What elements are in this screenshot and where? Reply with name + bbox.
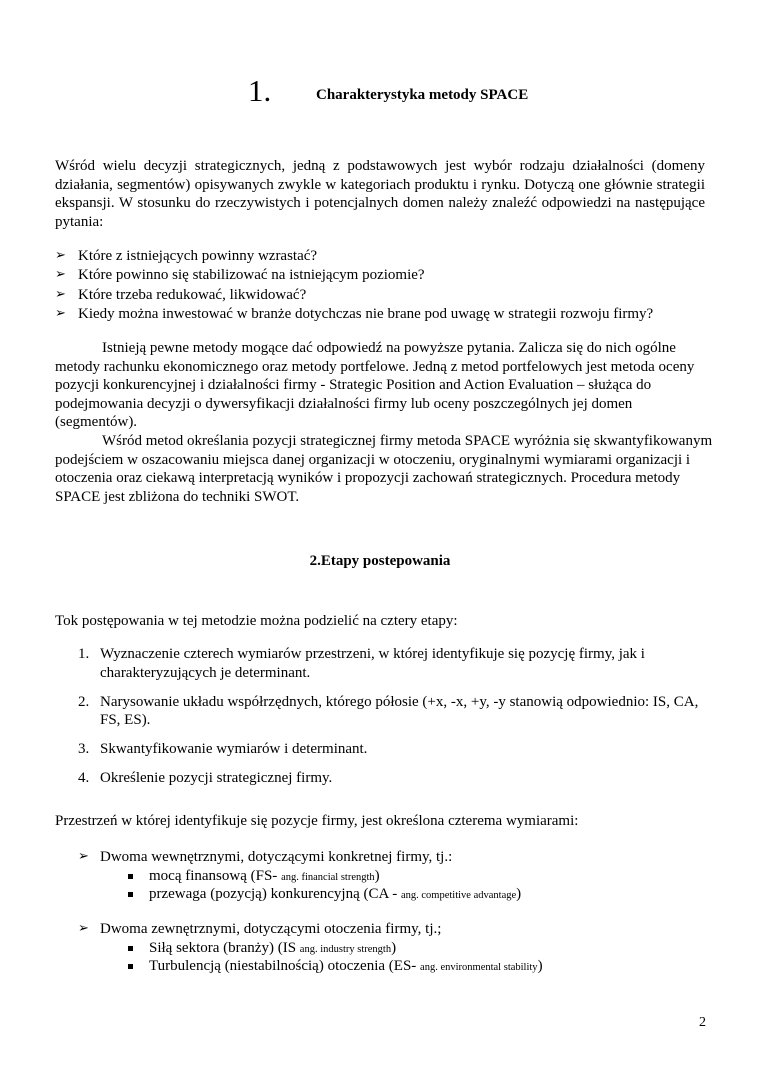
methods-paragraphs (55, 339, 715, 506)
square-bullet-icon (128, 964, 133, 969)
arrow-bullet-icon: ➢ (55, 267, 66, 283)
arrow-bullet-icon: ➢ (55, 286, 66, 302)
dimensions-intro: Przestrzeń w której identyfikuje się pozycje firmy, jest określona czterema wymiarami: (55, 813, 579, 829)
paragraph-space: Wśród metod określania pozycji strategicznej firmy metoda SPACE wyróżnia się skwantyfikowanym podejściem w oszacowaniu miejsca danej organizacji w otoczeniu, oryginalnymi wymiarami organizacji i otoczenia oraz ciekawą interpretacją wyników i propozycji zachowań strategicznych. Procedura metody SPACE jest zbliżona do techniki SWOT. (55, 432, 713, 505)
list-item: mocą finansową (FS- ang. financial strength) (78, 867, 678, 885)
list-item: 1. Wyznaczenie czterech wymiarów przestrzeni, w której identyfikuje się pozycję firmy, jak i charakteryzujących je determinant. (78, 646, 645, 681)
square-bullet-icon (128, 874, 133, 879)
list-item: ➢ Które powinno się stabilizować na istniejącym poziomie? (55, 267, 425, 284)
arrow-bullet-icon: ➢ (55, 248, 66, 263)
list-item: 4. Określenie pozycji strategicznej firmy. (78, 770, 333, 787)
list-item: przewaga (pozycją) konkurencyjną (CA - ang. competitive advantage) (78, 885, 678, 903)
list-item: ➢ Które z istniejących powinny wzrastać? (55, 248, 318, 264)
stages-intro: Tok postępowania w tej metodzie można podzielić na cztery etapy: (55, 613, 458, 629)
list-item: Siłą sektora (branży) (IS ang. industry strength) (78, 939, 678, 957)
list-item: 2. Narysowanie układu współrzędnych, którego półosie (+x, -x, +y, -y stanowią odpowiednio: IS, CA, FS, ES). (78, 693, 699, 729)
heading-title: Charakterystyka metody SPACE (316, 87, 529, 103)
list-item: Turbulencją (niestabilnością) otoczenia (ES- ang. environmental stability) (78, 957, 678, 975)
intro-paragraph: Wśród wielu decyzji strategicznych, jedną z podstawowych jest wybór rodzaju działalności (domeny działania, segmentów) opisywanych zwykle w kategoriach produktu i rynku. Dotyczą one głównie strategii ekspansji. W stosunku do rzeczywistych i potencjalnych domen należy znaleźć odpowiedzi na następujące pytania: (55, 158, 705, 230)
list-item: ➢ Które trzeba redukować, likwidować? (55, 286, 307, 303)
paragraph-methods: Istnieją pewne metody mogące dać odpowiedź na powyższe pytania. Zalicza się do nich ogólne metody rachunku ekonomicznego oraz metody portfelowe. Jedną z metod portfelowych jest metoda oceny pozycji konkurencyjnej i działalności firmy - Strategic Position and Action Evaluation – służąca do podejmowania decyzji o dywersyfikacji działalności firmy lub oceny poszczególnych jej domen (segmentów). (55, 340, 695, 431)
page-number: 2 (699, 1015, 706, 1030)
list-item: ➢ Dwoma wewnętrznymi, dotyczącymi konkretnej firmy, tj.: (78, 849, 453, 865)
square-bullet-icon (128, 946, 133, 951)
arrow-bullet-icon: ➢ (78, 849, 89, 864)
list-item: 3. Skwantyfikowanie wymiarów i determinant. (78, 741, 368, 758)
external-dimensions (78, 920, 678, 975)
arrow-bullet-icon: ➢ (55, 305, 66, 321)
section-title: 2.Etapy postepowania (309, 553, 451, 569)
heading-number: 1. (248, 73, 272, 108)
list-item: ➢ Kiedy można inwestować w branże dotychczas nie brane pod uwagę w strategii rozwoju firmy? (55, 305, 654, 322)
list-item: ➢ Dwoma zewnętrznymi, dotyczącymi otoczenia firmy, tj.; (78, 921, 442, 937)
questions-list (55, 247, 715, 324)
square-bullet-icon (128, 892, 133, 897)
stages-list (78, 645, 708, 799)
arrow-bullet-icon: ➢ (78, 921, 89, 936)
internal-dimensions (78, 848, 678, 903)
